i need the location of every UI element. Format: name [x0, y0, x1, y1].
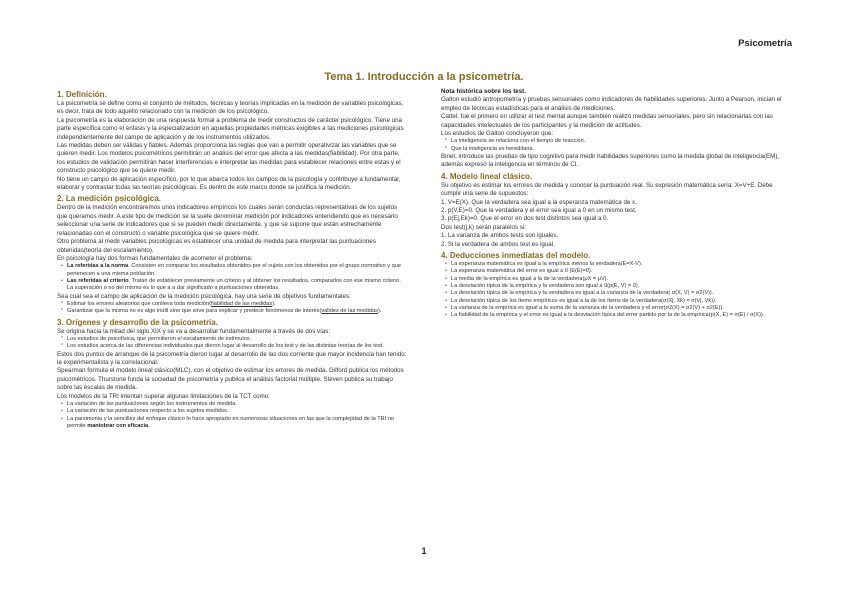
paragraph: Spearman formula el modelo lineal clásico(MLC), con el objetivo de estimar los errores de medida. Gilford publica los métodos psicométricos. Thurstone funda la sociedad de psicometría y publica el análisis factorial múltiple. Steven publica su trabajo sobre las escalas de medida.	[57, 367, 404, 392]
condition: 2. Si la verdadera de ambos test es igual.	[441, 240, 555, 248]
running-header: Psicometría	[738, 38, 792, 49]
list-item: • La desviación típica de la empírica y la verdadera son igual a 0(p(E, V) = 0).	[451, 283, 791, 290]
section-1-heading: 1. Definición.	[57, 90, 107, 99]
assumption: 1. V=E(X). Que la verdadera sea igual a la esperanza matemática de x.	[441, 198, 637, 206]
list-item: ° La inteligencia se relaciona con el tiempo de reacción.	[451, 138, 791, 145]
list-item: • Las referidas al criterio. Tratan de establecer previamente un criterio y al obtener los resultados, compararlos con ese mismo criterio. La superación o no del mismo es lo que a a dar significado a puntuaciones obtenidas.	[67, 278, 407, 293]
paragraph: Otro problema al medir variables psicológicas es establecer una unidad de medida para interpretar las puntuaciones obtenidas(teoría del escalamiento).	[57, 238, 376, 254]
origins-list	[57, 336, 407, 351]
list-item: • La varianza de la empírica es igual a la suma de la varianza de la verdadera y el error(σ2(X) = σ2(V) + σ2(E)).	[451, 305, 791, 312]
assumption: 3. p(Ej,Ek)=0. Que el error en dos test distintos sea igual a 0.	[441, 215, 609, 223]
paragraph: La psicometría se define como el conjunto de métodos, técnicas y teorías implicadas en la medición de variables psicológicas, es decir, trata de todo aquello relacionado con la medición de los psicológico.	[57, 100, 404, 116]
note-heading: Nota histórica sobre los test.	[441, 88, 526, 95]
right-column	[441, 88, 791, 319]
section-3-heading: 3. Orígenes y desarrollo de la psicometría.	[57, 317, 218, 327]
list-item: • La esperanza matemática es igual a la empírica menos la verdadera(E=X-V).	[451, 261, 791, 268]
list-item: • La desviación típica de los ítems empíricos es igual a la de los ítems de la verdadera(σ(Xj, Xk) = σ(Vj, Vk)).	[451, 298, 791, 305]
paragraph: Estos dos puntos de arranque de la psicometría dieron lugar al desarrollo de las dos corriente que mayor incidencia han tenido: la experimentalista y la correlacional.	[57, 350, 407, 366]
condition: 1. La varianza de ambos tests son iguales.	[441, 232, 559, 240]
list-item: ° Garantizar que la misma no es algo inútil sino que sirve para explicar y predecir fenómenos de interés(validez de las medidas).	[67, 308, 407, 315]
paragraph: No tiene un campo de aplicación específico, por lo que abarca todos los campos de la psicología y contribuye a fundamentar, elaborar y contrastar todas las teorías psicológicas. Es dentro de este marco donde se justifica la medición.	[57, 175, 401, 192]
page-title: Tema 1. Introducción a la psicometría.	[324, 71, 524, 83]
paragraph: Dentro de la medición encontraremos unos indicadores empíricos los cuales serán conductas representativas de los sujetos que queramos medir. A este tipo de medición se la suele denominar medición por indicadores entendiendo que es necesario seleccionar una serie de indicadores que si se pueden medir directamente, y que se supone que están estrechamente relacionadas con el constructo o variable psicológica que se quiere medir.	[57, 204, 398, 237]
paragraph: Los modelos de la TRI intentan superar algunas limitaciones de la TCT como:	[57, 392, 270, 400]
assumption: 2. p(V,E)=0. Que la verdadera y el error sea igual a 0 en un mismo test.	[441, 207, 637, 215]
list-item: • La variación de las puntuaciones según los instrumentos de medida.	[67, 401, 407, 408]
bullet-list	[57, 263, 407, 292]
paragraph: Binet, introduce las pruebas de tipo cognitivo para medir habilidades superiores como la medida global de inteligencia(EM), además expresó la inteligencia en términos de CI.	[441, 153, 780, 169]
paragraph: Dos test(j,k) serán paralelos si:	[441, 223, 526, 231]
galton-list	[441, 138, 791, 153]
tri-list	[57, 401, 407, 430]
paragraph: En psicología hay dos formas fundamentales de acometer el problema:	[57, 254, 253, 262]
deductions-list	[441, 261, 791, 319]
page-number: 1	[421, 546, 427, 556]
paragraph: Galton estudió antropometría y pruebas sensoriales como indicadores de habilidades superiores. Junto a Pearson, inician el empleo de técnicas estadísticas para el análisis de mediciones.	[441, 96, 782, 112]
section-4-heading: 4. Modelo lineal clásico.	[441, 171, 533, 181]
list-item: ° Estimar los errores aleatorios que conlleva toda medición(fiabilidad de las medidas).	[67, 301, 407, 308]
list-item: ° Que la inteligencia es hereditaria.	[451, 146, 791, 153]
paragraph: La psicometría es la elaboración de una respuesta formal a problema de medir constructos de carácter psicológico. Tiene una parte específica como el énfasis y la especialización en aquellas propiedades métricas exigibles a las mediciones psicológicas independientemente del campo de aplicación y de los instrumentos utilizados.	[57, 116, 404, 141]
list-item: • La desviación típica de la empírica y la verdadera es igual a la varianza de la verdadera( σ(X, V) = σ2(V)).	[451, 290, 791, 297]
paragraph: Las medidas deben ser válidas y fiables. Además proporciona las reglas que van a permitir operativizar las variables que se quieren medir. Los modelos psicométricos permitirán un análisis del error que afecta a las medidas(fiabilidad). Por otra parte, los estudios de validación permitirán hacer interferencias e interpretar las medidas para establecer relaciones entre estas y el constructo psicológico que se quiere medir.	[57, 142, 401, 175]
list-item: • La variación de las puntuaciones respecto a los sujetos medidos.	[67, 408, 407, 415]
list-item: ° Los estudios de psicofísica, que permitieron el escalamiento de estímulos.	[67, 336, 407, 343]
paragraph: Sea cual sea el campo de aplicación de la medición psicológica, hay una serie de objetivos fundamentales:	[57, 292, 351, 300]
list-item: • La parsimonia y la sencillez del enfoque clásico lo hace apropiado en numerosas situaciones en las que la complejidad de la TRI no permite maniobrar con eficacia.	[67, 416, 407, 431]
list-item: • La fiabilidad de la empírica y el error es igual a la desviación típica del error partido por la de la empírica(p(X, E) = σ(E) / σ(X)).	[451, 312, 791, 319]
list-item: • La esperanza matemática del error es igual a 0 (E(E)=0).	[451, 268, 791, 275]
objectives-list	[57, 301, 407, 316]
section-2-heading: 2. La medición psicológica.	[57, 194, 162, 204]
paragraph: Los estudios de Galton concluyeron que:	[441, 130, 554, 138]
section-5-heading: 4. Deducciones inmediatas del modelo.	[441, 251, 591, 261]
paragraph: Se origina hacia la mitad del siglo XIX y se va a desarrollar fundamentalmente a través de dos vías:	[57, 327, 331, 335]
list-item: • La media de la empírica es igual a la de la verdadera(μX = μV).	[451, 276, 791, 283]
paragraph: Su objetivo es estimar los errores de medida y conocer la puntuación real. Su expresión matemática sería: X=V+E. Debe cumplir una serie de supuestos:	[441, 181, 773, 198]
paragraph: Cattel, fue el primero en utilizar el test mental aunque también realizó medidas sensoriales, pero sin relacionarlas con las capacidades intelectuales de los participantes y la medición de actitudes.	[441, 113, 773, 129]
list-item: ° Los estudios acerca de las diferencias individuales que dieron lugar al desarrollo de los test y de las distintas teorías de los test.	[67, 343, 407, 350]
list-item: • La referidas a la norma. Consisten en comparar los resultados obtenidos por el sujeto con los obtenidos por el grupo normativo y que pertenecen a una misma población.	[67, 263, 407, 278]
left-column	[57, 88, 407, 430]
